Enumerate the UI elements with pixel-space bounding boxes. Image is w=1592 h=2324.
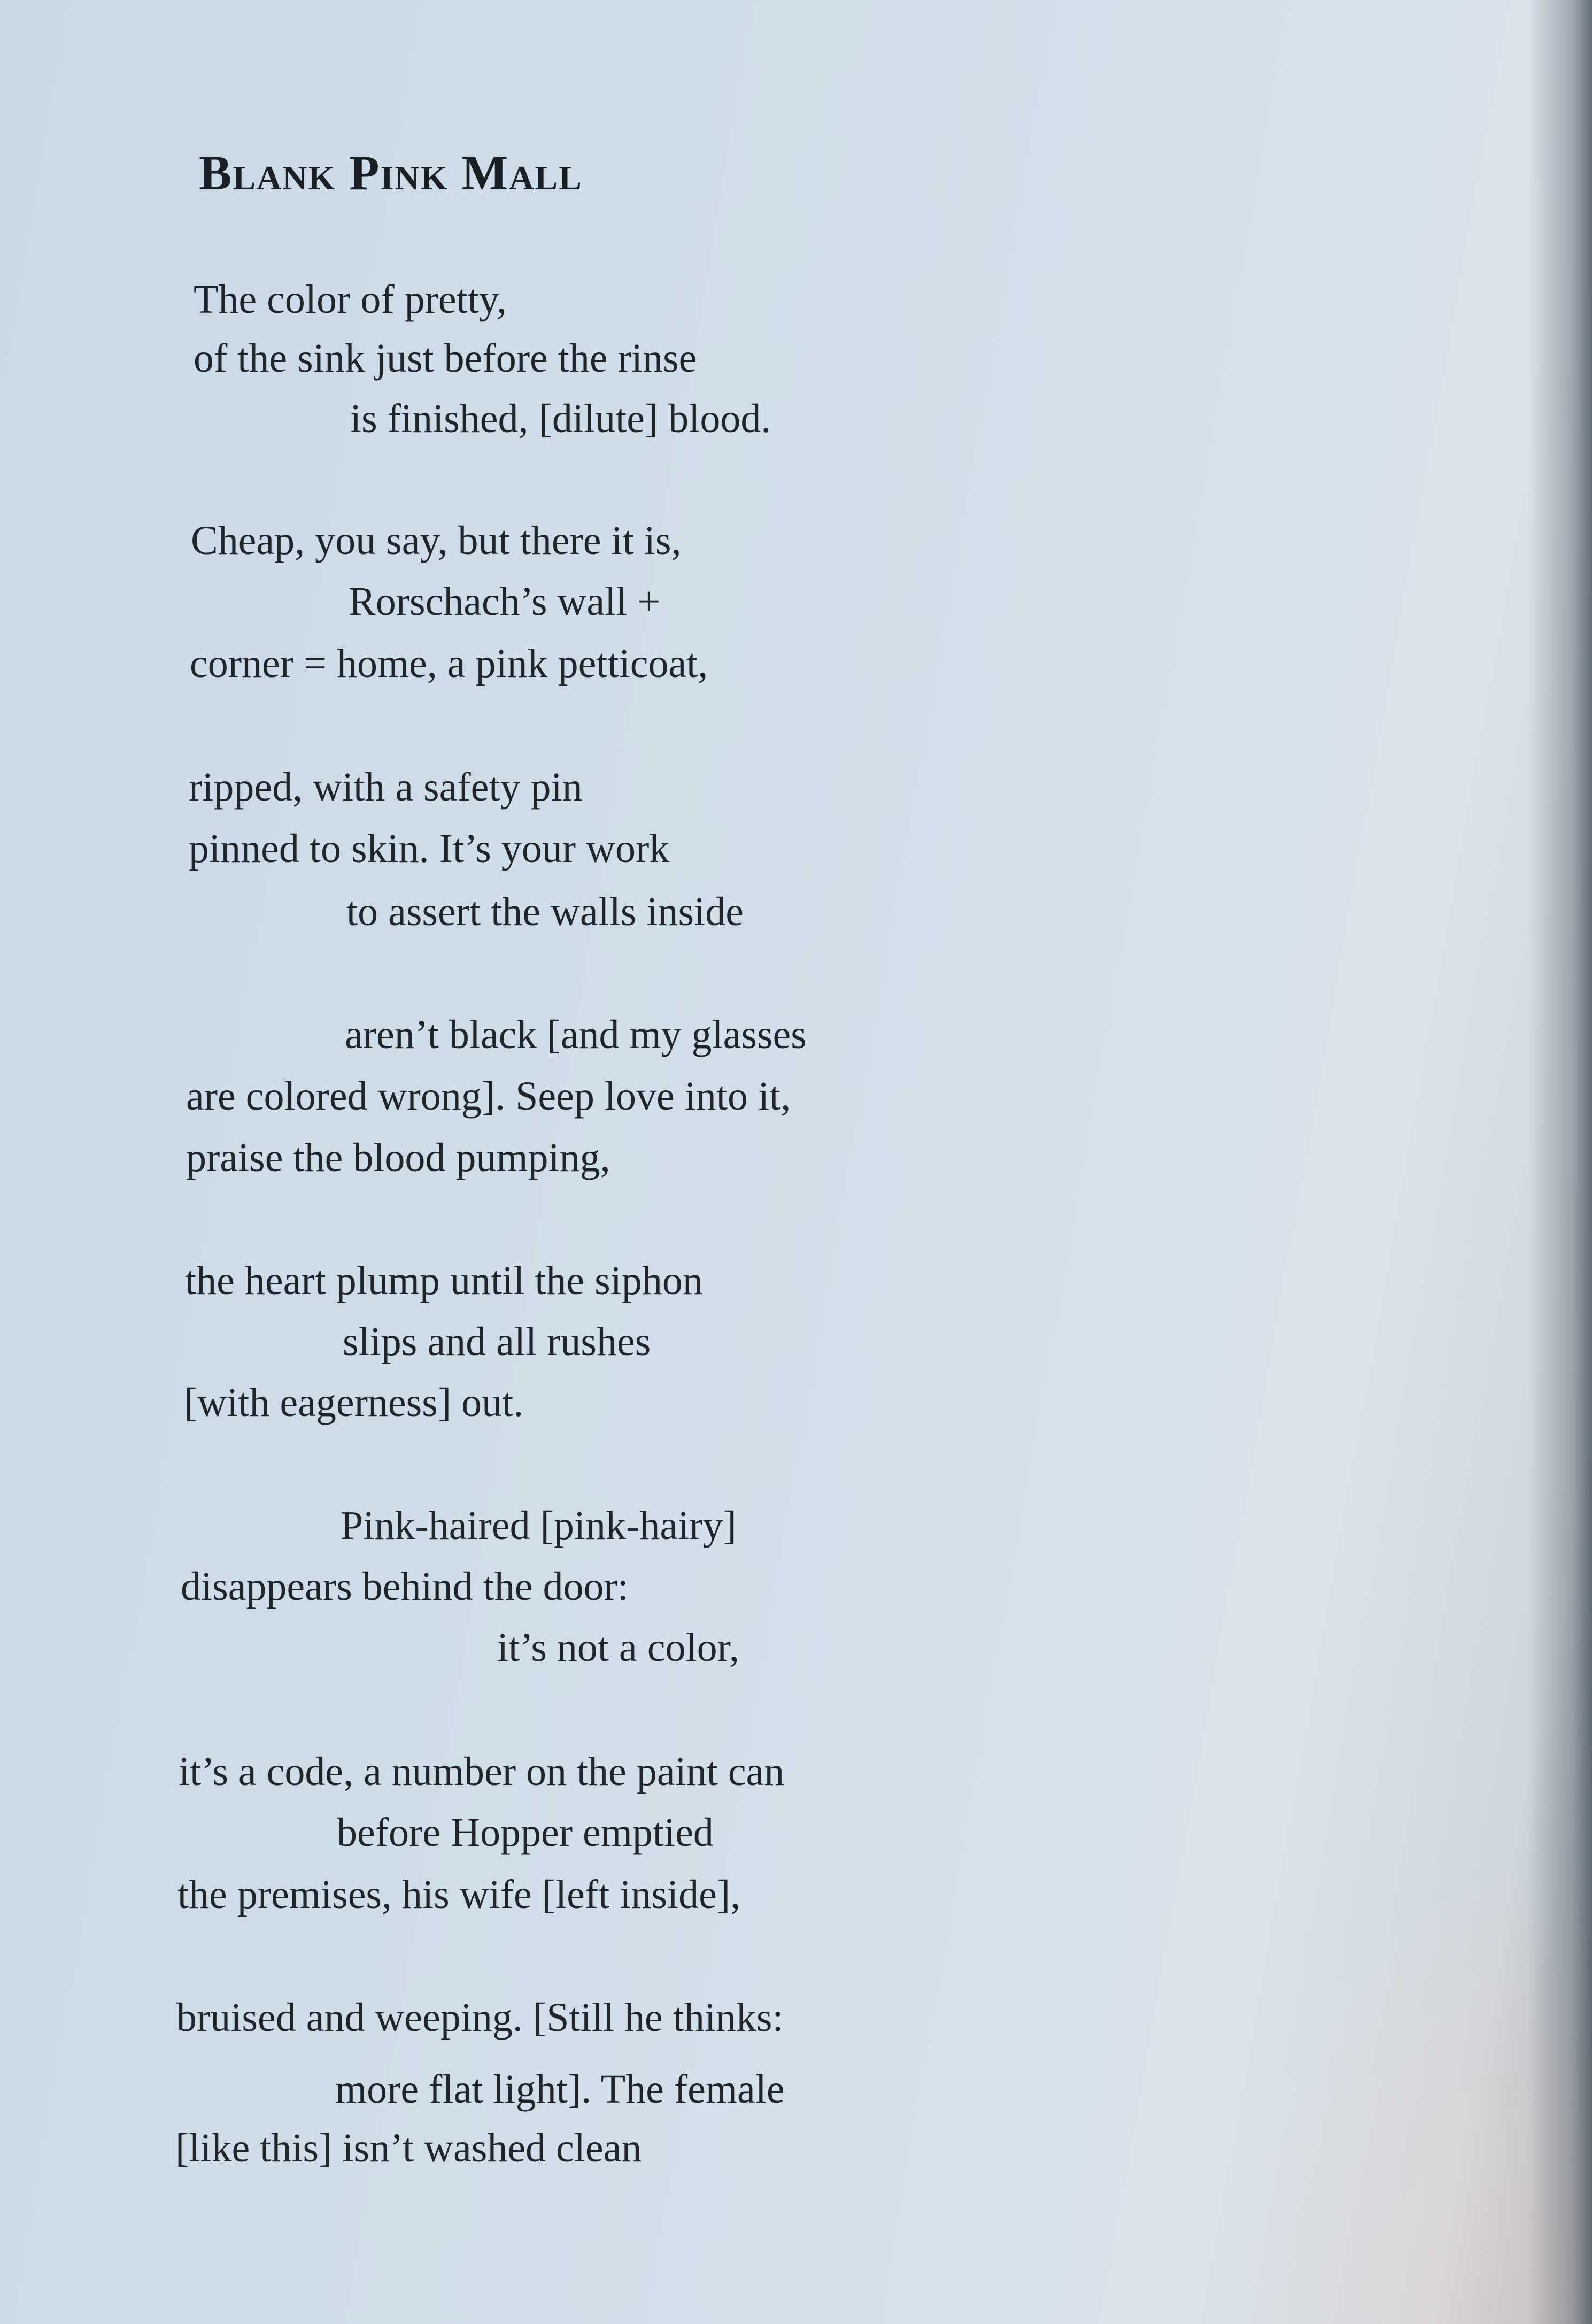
poem-line: The color of pretty, (194, 277, 507, 322)
poem-line: slips and all rushes (343, 1319, 651, 1364)
poem-line: the premises, his wife [left inside], (177, 1872, 741, 1917)
poem-line: [like this] isn’t washed clean (175, 2126, 642, 2171)
poem-line: is finished, [dilute] blood. (350, 396, 771, 441)
poem-title: Blank Pink Mall (199, 145, 583, 200)
poem-line: the heart plump until the siphon (185, 1258, 703, 1303)
poem-line: Rorschach’s wall + (349, 579, 661, 624)
poem-line: corner = home, a pink petticoat, (190, 641, 708, 686)
poem-line: praise the blood pumping, (186, 1135, 610, 1180)
poem-line: are colored wrong]. Seep love into it, (186, 1074, 791, 1119)
page-edge-shadow (1528, 0, 1592, 2324)
poem-line: more flat light]. The female (335, 2067, 785, 2112)
poem-line: Pink-haired [pink-hairy] (341, 1503, 737, 1548)
poem-line: Cheap, you say, but there it is, (191, 518, 682, 563)
poem-line: aren’t black [and my glasses (345, 1012, 807, 1057)
poem-line: it’s a code, a number on the paint can (179, 1749, 785, 1794)
poem-line: pinned to skin. It’s your work (189, 826, 670, 871)
poem-line: bruised and weeping. [Still he thinks: (176, 1995, 784, 2040)
poem-line: [with eagerness] out. (184, 1380, 524, 1425)
poem-line: ripped, with a safety pin (189, 765, 583, 810)
poem-line: to assert the walls inside (346, 889, 744, 934)
poem-line: disappears behind the door: (181, 1564, 629, 1609)
poem-line: before Hopper emptied (337, 1810, 714, 1855)
poem-line: it’s not a color, (497, 1625, 739, 1670)
poem-line: of the sink just before the rinse (194, 336, 697, 381)
